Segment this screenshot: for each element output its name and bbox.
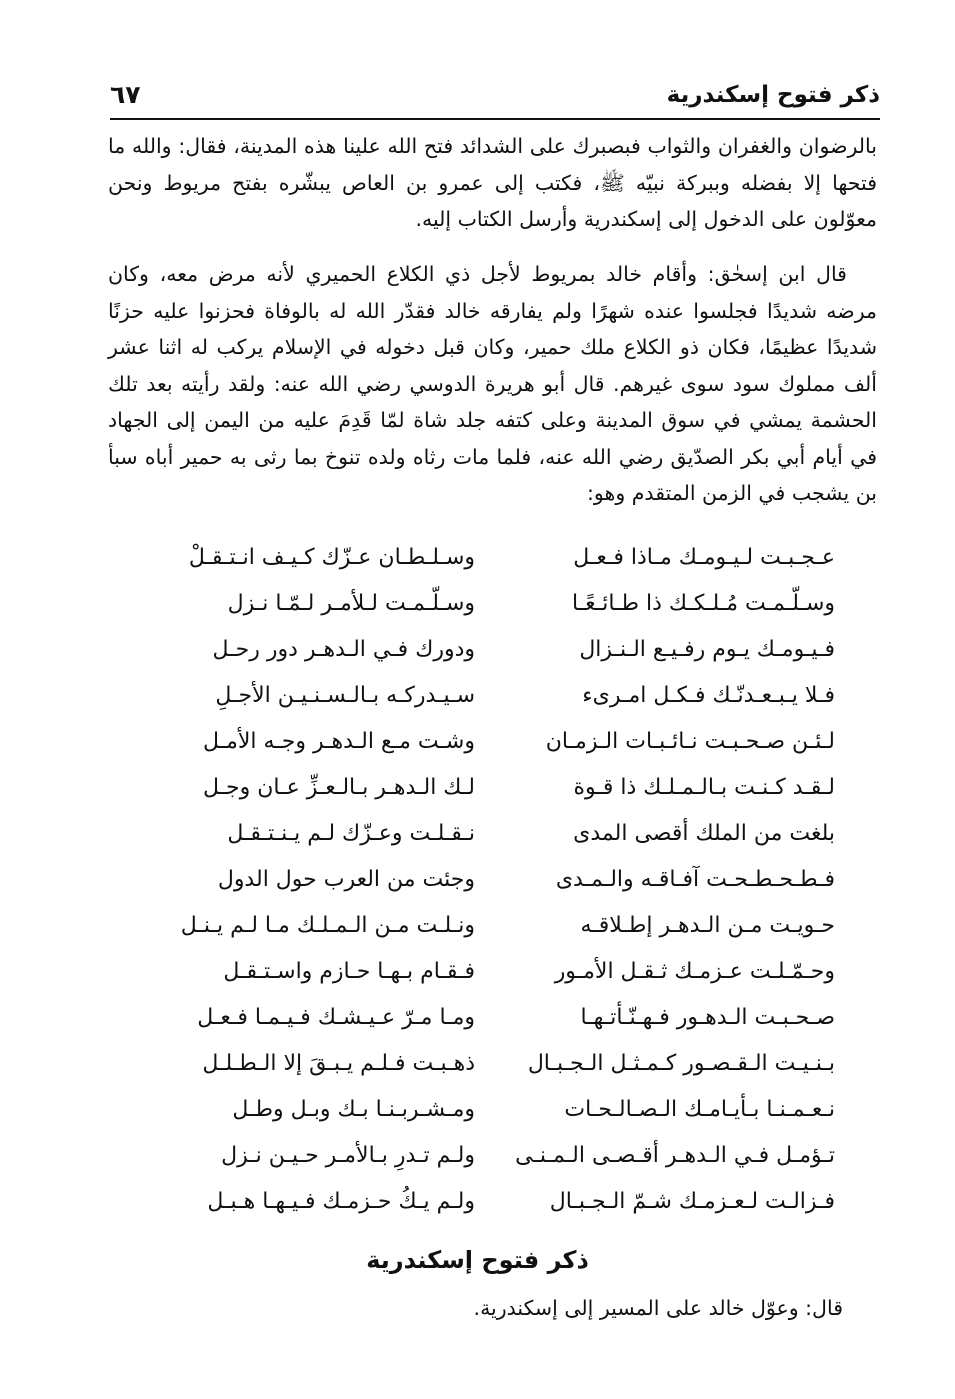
verse-first-hemistich: وسـلّـمـت مُـلـكـك ذا طـائـعًـا: [572, 591, 835, 616]
poem-verse: [0, 906, 955, 952]
verse-second-hemistich: وسـلّـمـت لـلأمـر لـمّـا نـزل: [227, 591, 475, 616]
poem-verse: [0, 998, 955, 1044]
poem-verse: [0, 1090, 955, 1136]
closing-line: قال: وعوّل خالد على المسير إلى إسكندرية.: [473, 1296, 843, 1320]
poem-verse: [0, 1136, 955, 1182]
verse-second-hemistich: لـك الـدهـر بـالـعـزِّ عـان وجـل: [202, 775, 475, 800]
poem-verse: [0, 630, 955, 676]
verse-second-hemistich: نـقـلـت وعـزّك لـم يـنـتـقـل: [227, 821, 475, 846]
poem-verse: [0, 584, 955, 630]
poem-verse: [0, 814, 955, 860]
poem-verse: [0, 538, 955, 584]
verse-second-hemistich: فـقـام بـهـا حـازم واسـتـقـل: [223, 959, 475, 984]
verse-second-hemistich: وسـلـطـان عـزّك كـيـف انـتـقـلْ: [188, 545, 475, 570]
verse-first-hemistich: حـويـت مـن الـدهـر إطـلاقـه: [580, 913, 835, 938]
verse-second-hemistich: ومـا مـرّ عـيـشـك فـيـمـا فـعـل: [197, 1005, 475, 1030]
verse-second-hemistich: ومـشـربـنـا بـك وبـل وطـل: [232, 1097, 475, 1122]
paragraph-2-text: قال ابن إسحٰق: وأقام خالد بمريوط لأجل ذي الكلاع الحميري لأنه مرض معه، وكان مرضه شديدًا فجلسوا عنده شهرًا ولم يفارقه خالد فقدّر الله له بالوفاة فحزنوا عليه حزنًا شديدًا عظيمًا، فكان ذو الكلاع ملك حمير، وكان قبل دخوله في الإسلام يركب له اثنا عشر ألف مملوك سود سوى غيرهم. قال أبو هريرة الدوسي رضي الله عنه: ولقد رأيته بعد تلك الحشمة يمشي في سوق المدينة وعلى كتفه جلد شاة لمّا قَدِمَ عليه من اليمن إلى الجهاد في أيام أبي بكر الصدّيق رضي الله عنه، فلما مات رثاه ولده تنوخ بما رثى به حمير أباه سبأ بن يشجب في الزمن المتقدم وهو:: [108, 262, 877, 505]
verse-second-hemistich: وجئت من العرب حول الدول: [217, 867, 475, 892]
verse-first-hemistich: عـجـبـت لـيـومـك مـاذا فـعـل: [573, 545, 835, 570]
verse-first-hemistich: تـؤمـل فـي الـدهـر أقـصـى الـمـنـى: [515, 1143, 835, 1168]
verse-first-hemistich: فـطـحـطـحـت آفـاقـه والـمـدى: [555, 867, 835, 892]
page-number: ٦٧: [110, 80, 141, 109]
verse-second-hemistich: ودورك فـي الـدهـر دور رحـل: [212, 637, 475, 662]
verse-first-hemistich: فـزالـت لـعـزمـك شـمّ الـجـبـال: [549, 1189, 835, 1214]
verse-second-hemistich: ونـلـت مـن الـمـلـك مـا لـم يـنـل: [180, 913, 475, 938]
verse-first-hemistich: بلغت من الملك أقصى المدى: [573, 821, 835, 846]
paragraph-1: بالرضوان والغفران والثواب فبصبرك على الشدائد فتح الله علينا هذه المدينة، فقال: والله ما فتحها إلا بفضله وببركة نبيّه ﷺ، فكتب إلى عمرو بن العاص يبشّره بفتح مريوط ونحن معوّلون على الدخول إلى إسكندرية وأرسل الكتاب إليه.: [108, 134, 877, 231]
paragraph-2: [108, 256, 877, 512]
verse-first-hemistich: بـنـيـت الـقـصـور كـمـثـل الـجـبـال: [527, 1051, 835, 1076]
verse-first-hemistich: لـقـد كـنـت بـالـمـلـك ذا قـوة: [573, 775, 835, 800]
verse-first-hemistich: لـئـن صـحـبـت نـائـبـات الـزمـان: [545, 729, 835, 754]
verse-second-hemistich: ولـم تـدرِ بـالأمـر حـيـن نـزل: [221, 1143, 475, 1168]
section-heading: ذكر فتوح إسكندرية: [366, 1246, 589, 1274]
poem-verse: [0, 768, 955, 814]
verse-first-hemistich: نـعـمـنـا بـأيـامـك الـصـالـحـات: [564, 1097, 835, 1122]
verse-first-hemistich: فـيـومـك يـوم رفـيـع الـنـزال: [579, 637, 835, 662]
verse-first-hemistich: صـحـبـت الـدهـور فـهـنّـأتـهـا: [580, 1005, 835, 1030]
poem-verse: [0, 1044, 955, 1090]
poem-verse: [0, 952, 955, 998]
running-header: [110, 78, 880, 120]
verse-second-hemistich: وشـت مـع الـدهـر وجـه الأمـل: [202, 729, 475, 754]
poem-verse: [0, 1182, 955, 1228]
verse-second-hemistich: ذهـبـت فـلـم يـبـقَ إلا الـطـلـل: [202, 1051, 475, 1076]
verse-first-hemistich: فـلا يـبـعـدنّـك فـكـل امـرىء: [582, 683, 835, 708]
verse-first-hemistich: وحـمّـلـت عـزمـك ثـقـل الأمـور: [554, 959, 835, 984]
running-title: ذكر فتوح إسكندرية: [666, 82, 880, 108]
verse-second-hemistich: سـيـدركـه بـالـسـنـيـن الأجـلِ: [215, 683, 475, 708]
poem-verse: [0, 676, 955, 722]
poem-verse: [0, 860, 955, 906]
verse-second-hemistich: ولـم يـكُ حـزمـك فـيـهـا هـبـل: [207, 1189, 475, 1214]
poem-verse: [0, 722, 955, 768]
